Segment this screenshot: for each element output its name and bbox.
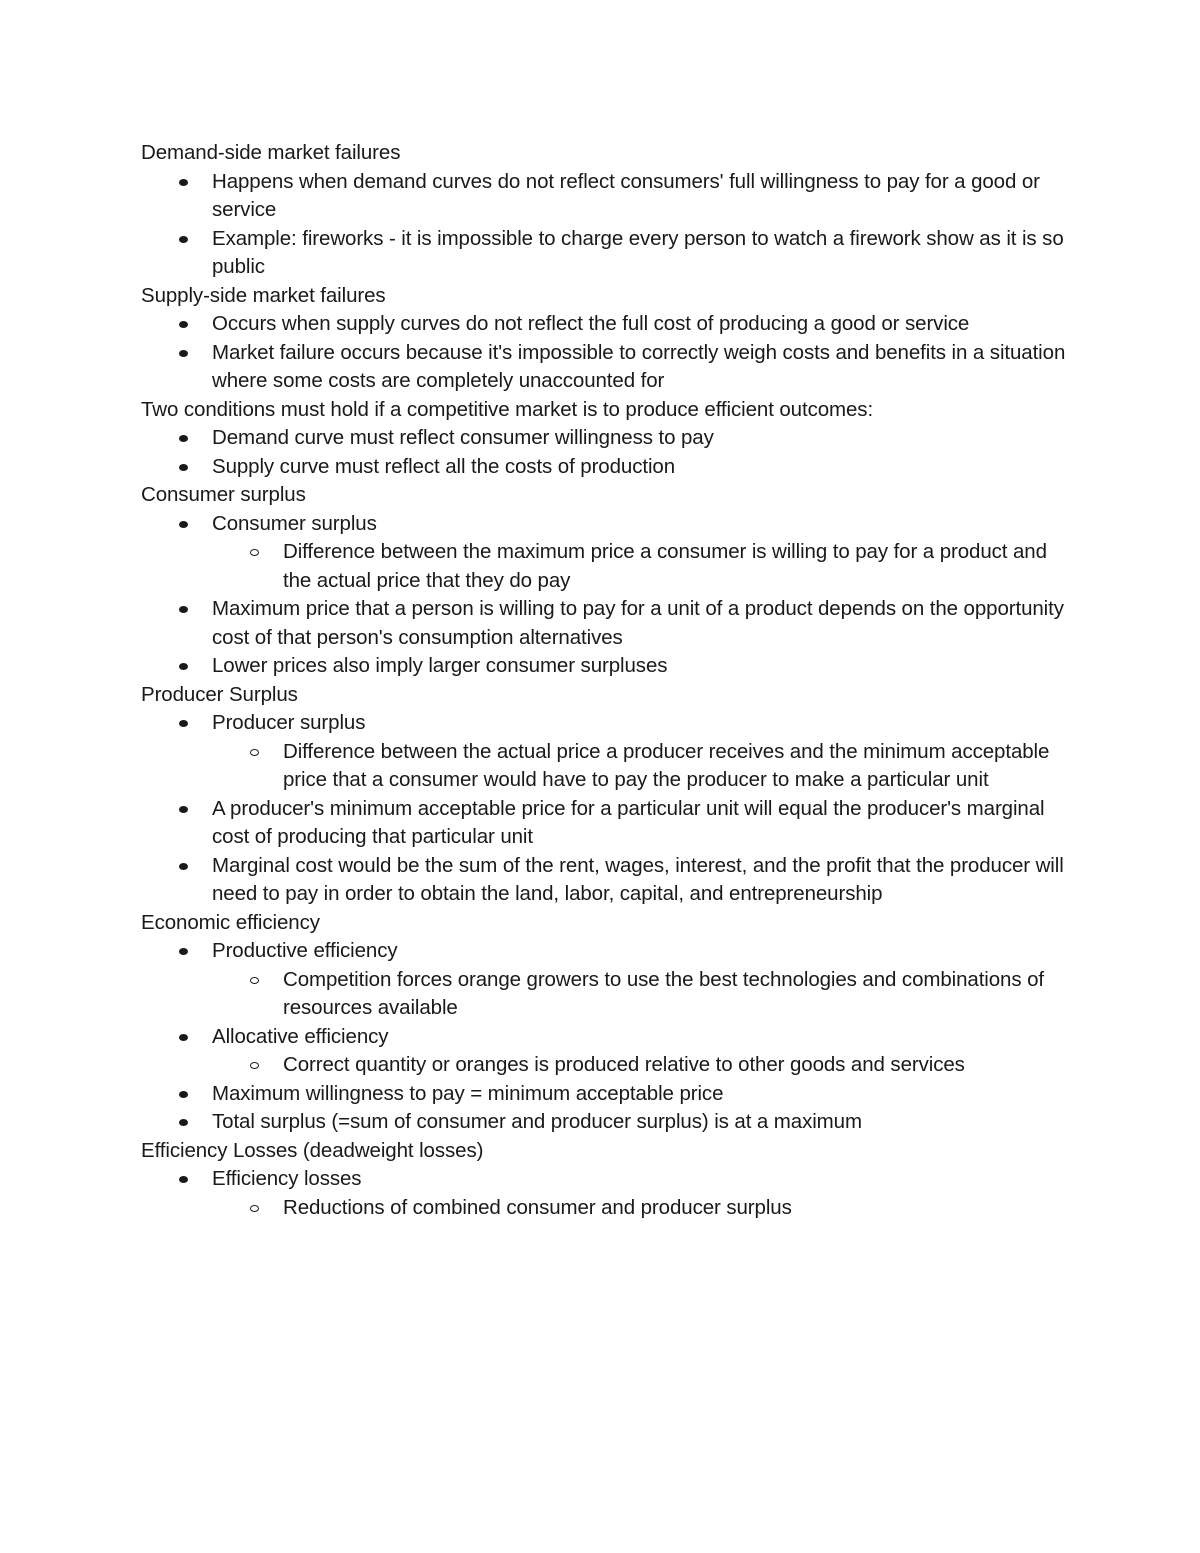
list-item-text: Lower prices also imply larger consumer surpluses [212,654,668,677]
list-item-text: Market failure occurs because it's impossible to correctly weigh costs and benefits in a situation where some costs are completely unaccounted for [212,340,1066,392]
list-item-text: Consumer surplus [212,511,377,535]
list-item [212,937,1071,1023]
list-item [212,339,1071,396]
sub-bullet-list [212,1051,1071,1080]
list-item-text: Demand curve must reflect consumer willingness to pay [212,426,714,449]
sub-list-item [283,1051,1071,1080]
bullet-disc-icon [179,606,188,613]
list-item [212,1165,1071,1222]
bullet-disc-icon [179,806,188,813]
section [141,139,1071,282]
bullet-disc-icon [179,948,188,955]
bullet-disc-icon [179,1034,188,1041]
section-heading: Demand-side market failures [141,141,401,164]
bullet-list [141,1165,1071,1222]
sub-list-item [283,966,1071,1023]
bullet-list [141,937,1071,1137]
bullet-list [141,168,1071,282]
section [141,909,1071,1137]
sub-bullet-list [212,538,1071,595]
bullet-disc-icon [179,663,188,670]
bullet-disc-icon [179,1091,188,1098]
sub-list-item-text: Correct quantity or oranges is produced relative to other goods and services [283,1053,965,1076]
list-item [212,595,1071,652]
bullet-list [141,424,1071,481]
sub-list-item-text: Reductions of combined consumer and producer surplus [283,1195,792,1219]
list-item-text: Productive efficiency [212,939,398,962]
sub-list-item-text: Competition forces orange growers to use the best technologies and combinations of resources available [283,967,1045,1019]
list-item-text: Occurs when supply curves do not reflect the full cost of producing a good or service [212,312,970,335]
section-heading: Two conditions must hold if a competitive market is to produce efficient outcomes: [141,397,874,421]
list-item [212,1080,1071,1109]
bullet-disc-icon [179,179,188,186]
list-item-text: Happens when demand curves do not reflect consumers' full willingness to pay for a good or service [212,169,1040,221]
list-item [212,424,1071,453]
bullet-disc-icon [179,1176,188,1183]
document-page [141,139,1071,1222]
section [141,282,1071,396]
list-item-text: Example: fireworks - it is impossible to charge every person to watch a firework show as it is so public [212,226,1064,278]
list-item [212,652,1071,681]
list-item-text: Producer surplus [212,711,366,734]
sub-bullet-list [212,966,1071,1023]
list-item [212,852,1071,909]
bullet-disc-icon [179,464,188,471]
bullet-disc-icon [179,236,188,243]
section-heading: Efficiency Losses (deadweight losses) [141,1138,484,1162]
bullet-list [141,709,1071,909]
sub-bullet-list [212,1194,1071,1223]
bullet-list [141,510,1071,681]
sub-list-item [283,1194,1071,1223]
sub-list-item [283,538,1071,595]
section [141,681,1071,909]
section [141,396,1071,482]
bullet-circle-icon [250,1062,259,1069]
sub-list-item-text: Difference between the actual price a producer receives and the minimum acceptable price that a consumer would have to pay the producer to make a particular unit [283,739,1050,791]
bullet-disc-icon [179,1119,188,1126]
bullet-disc-icon [179,863,188,870]
list-item [212,168,1071,225]
list-item-text: Total surplus (=sum of consumer and producer surplus) is at a maximum [212,1110,862,1133]
bullet-circle-icon [250,549,259,556]
list-item-text: A producer's minimum acceptable price for a particular unit will equal the producer's marginal cost of producing that particular unit [212,796,1045,848]
list-item [212,795,1071,852]
bullet-circle-icon [250,1205,259,1212]
list-item [212,225,1071,282]
bullet-disc-icon [179,521,188,528]
list-item-text: Allocative efficiency [212,1024,389,1048]
sub-bullet-list [212,738,1071,795]
list-item [212,510,1071,596]
list-item-text: Maximum price that a person is willing to pay for a unit of a product depends on the opportunity cost of that person's consumption alternatives [212,597,1064,649]
list-item [212,1023,1071,1080]
list-item [212,1108,1071,1137]
list-item [212,453,1071,482]
bullet-disc-icon [179,321,188,328]
section-heading: Economic efficiency [141,910,320,934]
bullet-disc-icon [179,720,188,727]
section-heading: Consumer surplus [141,483,306,506]
list-item [212,709,1071,795]
bullet-disc-icon [179,435,188,442]
section [141,1137,1071,1223]
section [141,481,1071,681]
bullet-disc-icon [179,350,188,357]
list-item-text: Efficiency losses [212,1167,362,1190]
section-heading: Supply-side market failures [141,283,386,307]
sub-list-item-text: Difference between the maximum price a consumer is willing to pay for a product and the actual price that they do pay [283,540,1047,592]
list-item-text: Supply curve must reflect all the costs of production [212,454,676,478]
bullet-circle-icon [250,977,259,984]
section-heading: Producer Surplus [141,682,298,706]
list-item [212,310,1071,339]
list-item-text: Maximum willingness to pay = minimum acceptable price [212,1081,724,1105]
bullet-list [141,310,1071,396]
list-item-text: Marginal cost would be the sum of the rent, wages, interest, and the profit that the producer will need to pay in order to obtain the land, labor, capital, and entrepreneurship [212,853,1064,905]
sub-list-item [283,738,1071,795]
bullet-circle-icon [250,749,259,756]
